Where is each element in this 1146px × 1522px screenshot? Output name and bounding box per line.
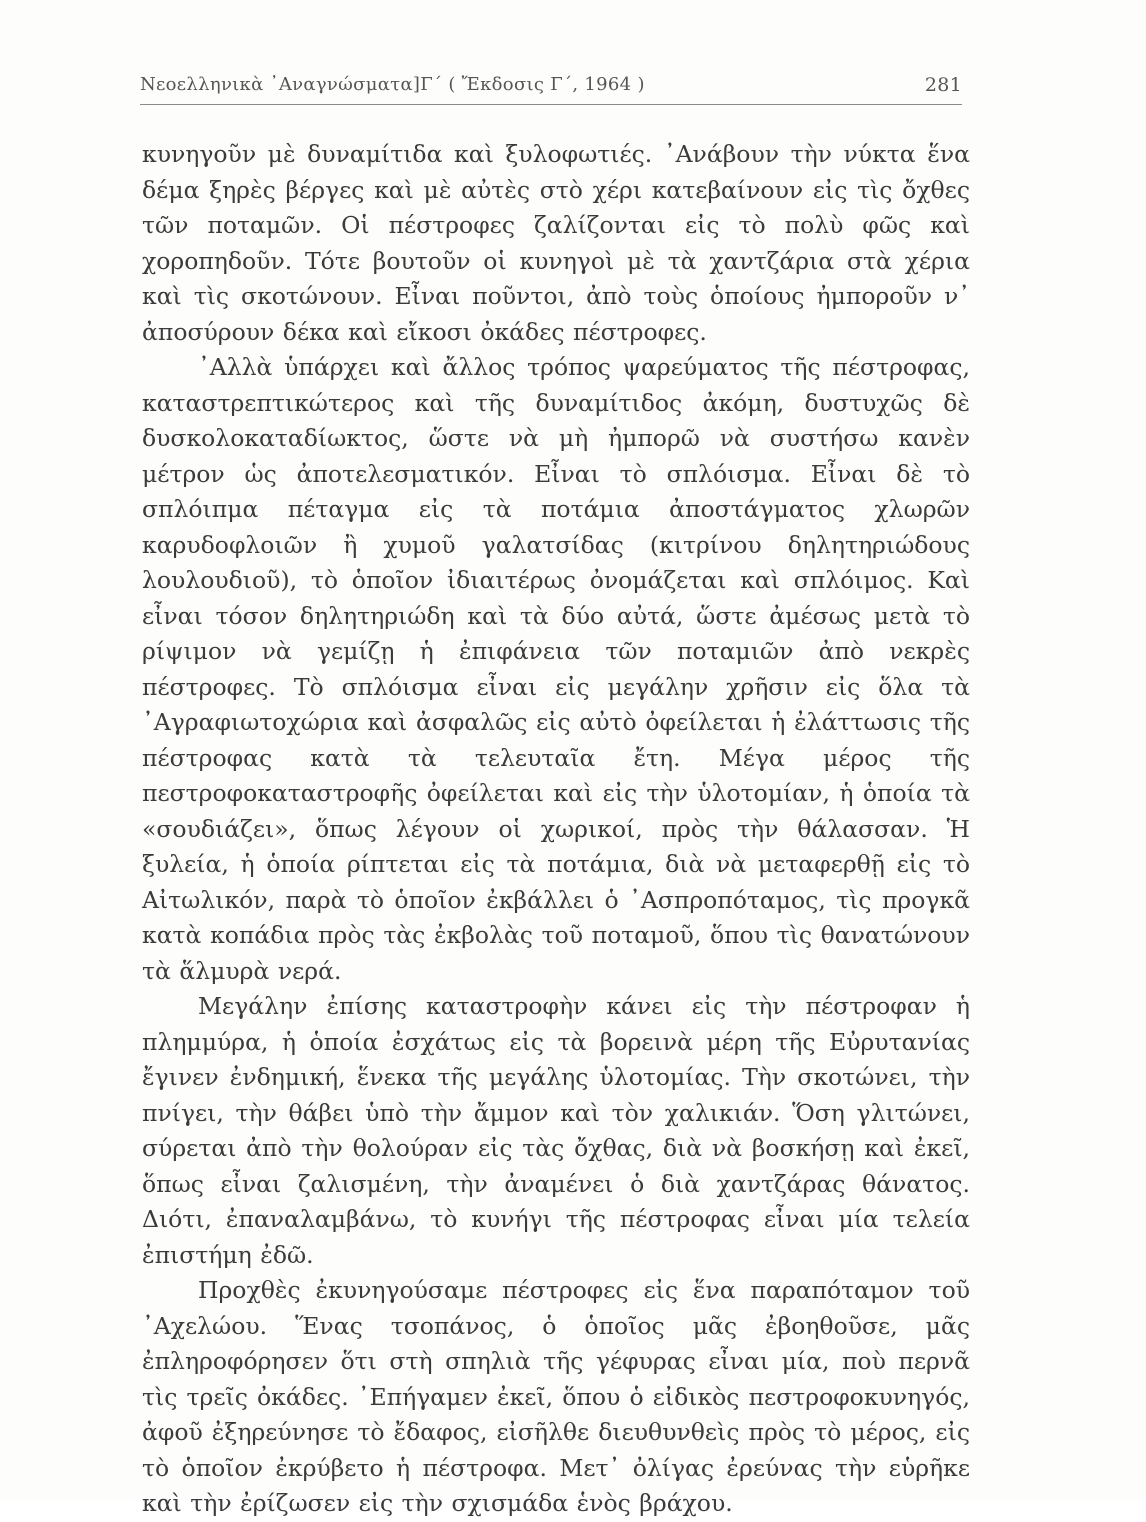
body-text xyxy=(142,137,970,1522)
page-header xyxy=(140,70,962,105)
paragraph-3: Μεγάλην ἐπίσης καταστροφὴν κάνει εἰς τὴν πέστροφαν ἡ πλημμύρα, ἡ ὁποία ἐσχάτως εἰς τὰ βορεινὰ μέρη τῆς Εὐρυτανίας ἔγινεν ἐνδημική, ἕνεκα τῆς μεγάλης ὑλοτομίας. Τὴν σκοτώνει, τὴν πνίγει, τὴν θάβει ὑπὸ τὴν ἄμμον καὶ τὸν χαλικιάν. Ὅση γλιτώνει, σύρεται ἀπὸ τὴν θολούραν εἰς τὰς ὄχθας, διὰ νὰ βοσκήσῃ καὶ ἐκεῖ, ὅπως εἶναι ζαλισμένη, τὴν ἀναμένει ὁ διὰ χαντζάρας θάνατος. Διότι, ἐπαναλαμβάνω, τὸ κυνήγι τῆς πέστροφας εἶναι μία τελεία ἐπιστήμη ἐδῶ. xyxy=(142,992,970,1269)
paragraph-1: κυνηγοῦν μὲ δυναμίτιδα καὶ ξυλοφωτιές. ᾿Ανάβουν τὴν νύκτα ἕνα δέμα ξηρὲς βέργες καὶ μὲ αὐτὲς στὸ χέρι κατεβαίνουν εἰς τὶς ὄχθες τῶν ποταμῶν. Οἱ πέστροφες ζαλίζονται εἰς τὸ πολὺ φῶς καὶ χοροπηδοῦν. Τότε βουτοῦν οἱ κυνηγοὶ μὲ τὰ χαντζάρια στὰ χέρια καὶ τὶς σκοτώνουν. Εἶναι ποῦντοι, ἀπὸ τοὺς ὁποίους ἠμποροῦν ν᾿ ἀποσύρουν δέκα καὶ εἴκοσι ὀκάδες πέστροφες. xyxy=(142,140,970,346)
page-number: 281 xyxy=(924,74,962,96)
paragraph-4: Προχθὲς ἐκυνηγούσαμε πέστροφες εἰς ἕνα παραπόταμον τοῦ ᾿Αχελώου. Ἕνας τσοπάνος, ὁ ὁποῖος μᾶς ἐβοηθοῦσε, μᾶς ἐπληροφόρησεν ὅτι στὴ σπηλιὰ τῆς γέφυρας εἶναι μία, ποὺ περνᾶ τὶς τρεῖς ὀκάδες. ᾿Επήγαμεν ἐκεῖ, ὅπου ὁ εἰδικὸς πεστροφοκυνηγός, ἀφοῦ ἐξηρεύνησε τὸ ἔδαφος, εἰσῆλθε διευθυνθεὶς πρὸς τὸ μέρος, εἰς τὸ ὁποῖον ἐκρύβετο ἡ πέστροφα. Μετ᾿ ὀλίγας ἐρεύνας τὴν εὑρῆκε καὶ τὴν ἐρίζωσεν εἰς τὴν σχισμάδα ἑνὸς βράχου. xyxy=(142,1276,970,1517)
running-title: Νεοελληνικὰ ᾿Αναγνώσματα]Γ΄ ( Ἔκδοσις Γ΄, 1964 ) xyxy=(140,74,645,95)
paragraph-2: ᾿Αλλὰ ὑπάρχει καὶ ἄλλος τρόπος ψαρεύματος τῆς πέστροφας, καταστρεπτικώτερος καὶ τῆς δυναμίτιδος ἀκόμη, δυστυχῶς δὲ δυσκολοκαταδίωκτος, ὥστε νὰ μὴ ἠμπορῶ νὰ συστήσω κανὲν μέτρον ὡς ἀποτελεσματικόν. Εἶναι τὸ σπλόισμα. Εἶναι δὲ τὸ σπλόιπμα πέταγμα εἰς τὰ ποτάμια ἀποστάγματος χλωρῶν καρυδοφλοιῶν ἢ χυμοῦ γαλατσίδας (κιτρίνου δηλητηριώδους λουλουδιοῦ), τὸ ὁποῖον ἰδιαιτέρως ὀνομάζεται καὶ σπλόιμος. Καὶ εἶναι τόσον δηλητηριώδη καὶ τὰ δύο αὐτά, ὥστε ἀμέσως μετὰ τὸ ρίψιμον νὰ γεμίζῃ ἡ ἐπιφάνεια τῶν ποταμιῶν ἀπὸ νεκρὲς πέστροφες. Τὸ σπλόισμα εἶναι εἰς μεγάλην χρῆσιν εἰς ὅλα τὰ ᾿Αγραφιωτοχώρια καὶ ἀσφαλῶς εἰς αὐτὸ ὀφείλεται ἡ ἐλάττωσις τῆς πέστροφας κατὰ τὰ τελευταῖα ἔτη. Μέγα μέρος τῆς πεστροφοκαταστροφῆς ὀφείλεται καὶ εἰς τὴν ὑλοτομίαν, ἡ ὁποία τὰ «σουδιάζει», ὅπως λέγουν οἱ χωρικοί, πρὸς τὴν θάλασσαν. Ἡ ξυλεία, ἡ ὁποία ρίπτεται εἰς τὰ ποτάμια, διὰ νὰ μεταφερθῇ εἰς τὸ Αἰτωλικόν, παρὰ τὸ ὁποῖον ἐκβάλλει ὁ ᾿Ασπροπόταμος, τὶς προγκᾶ κατὰ κοπάδια πρὸς τὰς ἐκβολὰς τοῦ ποταμοῦ, ὅπου τὶς θανατώνουν τὰ ἅλμυρὰ νερά. xyxy=(142,353,970,985)
